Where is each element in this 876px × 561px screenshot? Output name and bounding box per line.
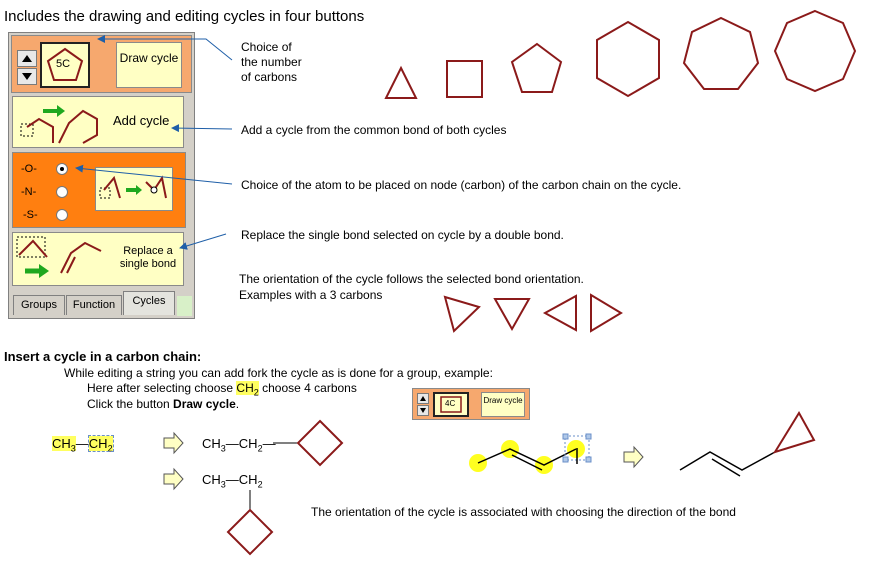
mini-count-label: 4C bbox=[445, 399, 456, 408]
annotation-choice-atom: Choice of the atom to be placed on node (carbon) of the carbon chain on the cycle. bbox=[241, 178, 682, 192]
section-line-1: While editing a string you can add fork the cycle as is done for a group, example: bbox=[64, 366, 493, 380]
triangle-orient-1-icon bbox=[445, 297, 479, 331]
chain-result-side: $CH_3—CH_2—$ bbox=[202, 436, 276, 454]
carbon-count-label: 5C bbox=[56, 58, 71, 70]
triangle-orient-4-icon bbox=[591, 295, 621, 331]
tab-groups[interactable]: Groups bbox=[13, 295, 65, 315]
annotation-replace-bond: Replace the single bond selected on cycle by a double bond. bbox=[241, 228, 564, 242]
pentagon-icon bbox=[512, 44, 561, 92]
mini-toolbar bbox=[412, 388, 530, 420]
hexagon-icon bbox=[597, 22, 659, 96]
tab-function[interactable]: Function bbox=[66, 295, 122, 315]
octagon-icon bbox=[775, 11, 855, 91]
headline: Includes the drawing and editing cycles in four buttons bbox=[4, 8, 365, 25]
draw-cycle-label: Draw cycle bbox=[119, 51, 179, 65]
cyclobutane-below-icon bbox=[228, 510, 272, 554]
atom-label-n: -N- bbox=[21, 186, 37, 198]
hollow-arrow-3-icon bbox=[624, 447, 643, 467]
annotation-choice-carbons: Choice of the number of carbons bbox=[241, 40, 302, 84]
result-chain bbox=[680, 452, 775, 470]
mini-spin-up[interactable] bbox=[417, 393, 429, 404]
arrow-down-icon bbox=[418, 406, 428, 415]
chain-result-below: $CH_3—CH_2$ bbox=[202, 472, 263, 490]
replace-bond-label: Replace a single bond bbox=[119, 245, 177, 270]
section-line-3: Click the button Draw cycle. bbox=[87, 397, 240, 411]
tab-cycles[interactable]: Cycles bbox=[123, 291, 175, 315]
atom-label-s: -S- bbox=[23, 209, 38, 221]
callout-add-arrow bbox=[172, 128, 232, 129]
add-cycle-label: Add cycle bbox=[113, 113, 170, 128]
annotation-add-cycle: Add a cycle from the common bond of both cycles bbox=[241, 123, 507, 137]
triangle-orient-2-icon bbox=[495, 299, 529, 329]
callout-carbons-arrow bbox=[98, 39, 232, 60]
mini-draw-label: Draw cycle bbox=[483, 396, 523, 405]
atom-label-o: -O- bbox=[21, 163, 37, 175]
hollow-arrow-1-icon bbox=[164, 433, 183, 453]
mini-draw-button[interactable] bbox=[481, 392, 525, 417]
square-icon bbox=[447, 61, 482, 97]
mini-spin-down[interactable] bbox=[417, 405, 429, 416]
cyclopropane-icon bbox=[775, 413, 814, 452]
orientation-note: The orientation of the cycle is associated with choosing the direction of the bond bbox=[311, 505, 736, 519]
heptagon-icon bbox=[684, 18, 758, 89]
section-line-2: Here after selecting choose $CH_2$ choose 4 carbons bbox=[87, 381, 357, 398]
arrow-up-icon bbox=[418, 394, 428, 403]
callout-atom-arrow bbox=[76, 168, 232, 184]
triangle-icon bbox=[386, 68, 416, 98]
chain-before: $CH_3—CH_2$ bbox=[52, 436, 113, 454]
callout-replace-arrow bbox=[180, 234, 226, 248]
hollow-arrow-2-icon bbox=[164, 469, 183, 489]
triangle-orient-3-icon bbox=[545, 296, 576, 330]
mini-count-button[interactable] bbox=[433, 392, 469, 417]
annotation-orientation-2: Examples with a 3 carbons bbox=[239, 288, 383, 302]
cyclobutane-side-icon bbox=[298, 421, 342, 465]
annotation-orientation-1: The orientation of the cycle follows the selected bond orientation. bbox=[239, 272, 584, 286]
section-title: Insert a cycle in a carbon chain: bbox=[4, 349, 202, 364]
